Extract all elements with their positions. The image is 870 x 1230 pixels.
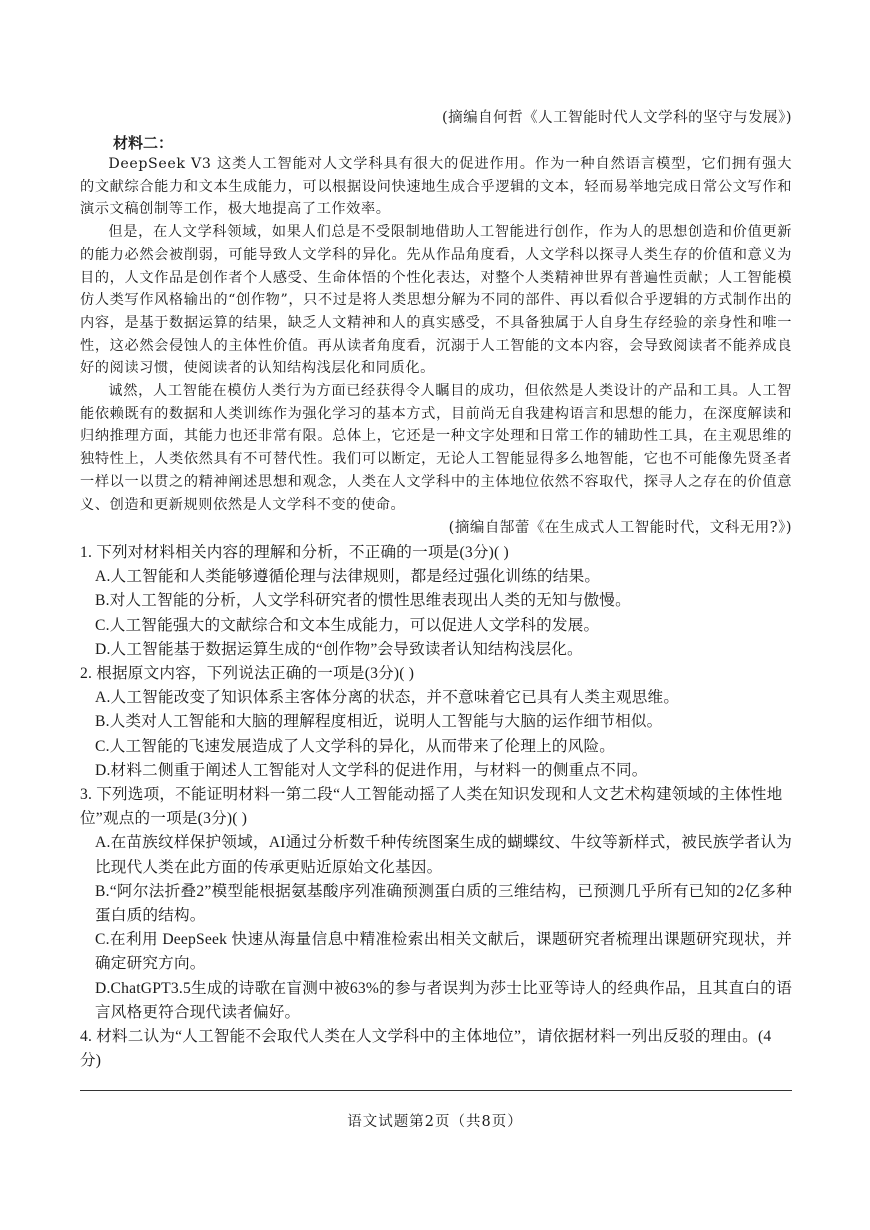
option-b: B.对人工智能的分析，人文学科研究者的惯性思维表现出人类的无知与傲慢。 bbox=[95, 592, 631, 610]
question-4 bbox=[80, 1025, 792, 1073]
option-b: B.人类对人工智能和大脑的理解程度相近，说明人工智能与大脑的运作细节相似。 bbox=[95, 713, 663, 731]
page-footer: 语文试题第2页（共8页） bbox=[347, 1114, 523, 1130]
option-a: A.人工智能和人类能够遵循伦理与法律规则，都是经过强化训练的结果。 bbox=[95, 568, 601, 586]
material-two-body bbox=[80, 153, 792, 516]
question-stem: 4. 材料二认为“人工智能不会取代人类在人文学科中的主体地位”，请依据材料一列出反驳的理由。(4分) bbox=[80, 1028, 772, 1070]
option-b: B.“阿尔法折叠2”模型能根据氨基酸序列准确预测蛋白质的三维结构，已预测几乎所有已知的2亿多种蛋白质的结构。 bbox=[95, 882, 792, 925]
option-c: C.在利用 DeepSeek 快速从海量信息中精准检索出相关文献后，课题研究者梳理出课题研究现状，并确定研究方向。 bbox=[95, 931, 792, 973]
material-paragraph: 诚然，人工智能在模仿人类行为方面已经获得令人瞩目的成功，但依然是人类设计的产品和工具。人工智能依赖既有的数据和人类训练作为强化学习的基本方式，目前尚无自我建构语言和思想的能力，在深度解读和归纳推理方面，其能力也还非常有限。总体上，它还是一种文字处理和日常工作的辅助性工具，在主观思维的独特性上，人类依然具有不可替代性。我们可以断定，无论人工智能显得多么地智能，它也不可能像先贤圣者一样以一以贯之的精神阐述思想和观念，人类在人文学科中的主体地位依然不容取代，探寻人之存在的价值意义、创造和更新规则依然是人文学科不变的使命。 bbox=[80, 383, 792, 513]
option-a: A.在苗族纹样保护领域，AI通过分析数千种传统图案生成的蝴蝶纹、牛纹等新样式，被民族学者认为比现代人类在此方面的传承更贴近原始文化基因。 bbox=[95, 834, 792, 876]
option-d: D.材料二侧重于阐述人工智能对人文学科的促进作用，与材料一的侧重点不同。 bbox=[95, 761, 648, 779]
option-d: D.人工智能基于数据运算生成的“创作物”会导致读者认知结构浅层化。 bbox=[95, 640, 583, 658]
option-c: C.人工智能强大的文献综合和文本生成能力，可以促进人文学科的发展。 bbox=[95, 616, 600, 634]
question-stem: 2. 根据原文内容，下列说法正确的一项是(3分)( ) bbox=[80, 665, 415, 683]
material-two-title: 材料二： bbox=[113, 134, 174, 152]
material-paragraph: DeepSeek V3 这类人工智能对人文学科具有很大的促进作用。作为一种自然语言模型，它们拥有强大的文献综合能力和文本生成能力，可以根据设问快速地生成合乎逻辑的文本，轻而易举地完成日常公文写作和演示文稿创制等工作，极大地提高了工作效率。 bbox=[80, 156, 792, 218]
question-1 bbox=[80, 541, 792, 662]
question-3 bbox=[80, 783, 792, 1025]
question-2 bbox=[80, 662, 792, 783]
question-stem: 1. 下列对材料相关内容的理解和分析，不正确的一项是(3分)( ) bbox=[80, 544, 509, 561]
option-c: C.人工智能的飞速发展造成了人文学科的异化，从而带来了伦理上的风险。 bbox=[95, 737, 616, 755]
question-list bbox=[80, 541, 792, 1073]
footer-divider bbox=[80, 1090, 792, 1091]
material-paragraph: 但是，在人文学科领域，如果人们总是不受限制地借助人工智能进行创作，作为人的思想创造和价值更新的能力必然会被削弱，可能导致人文学科的异化。先从作品角度看，人文学科以探寻人类生存的价值和意义为目的，人文作品是创作者个人感受、生命体悟的个性化表达，对整个人类精神世界有普遍性贡献；人工智能模仿人类写作风格输出的“创作物”，只不过是将人类思想分解为不同的部件、再以看似合乎逻辑的方式制作出的内容，是基于数据运算的结果，缺乏人文精神和人的真实感受，不具备独属于人自身生存经验的亲身性和唯一性，这必然会侵蚀人的主体性价值。再从读者角度看，沉溺于人工智能的文本内容，会导致阅读者不能养成良好的阅读习惯，使阅读者的认知结构浅层化和同质化。 bbox=[80, 224, 792, 377]
question-stem: 3. 下列选项，不能证明材料一第二段“人工智能动摇了人类在知识发现和人文艺术构建领域的主体性地位”观点的一项是(3分)( ) bbox=[80, 786, 783, 828]
citation-material-two: (摘编自郜蕾《在生成式人工智能时代，文科无用?》) bbox=[448, 520, 792, 536]
option-a: A.人工智能改变了知识体系主客体分离的状态，并不意味着它已具有人类主观思维。 bbox=[95, 689, 680, 707]
option-d: D.ChatGPT3.5生成的诗歌在盲测中被63%的参与者误判为莎士比亚等诗人的经典作品，且其直白的语言风格更符合现代读者偏好。 bbox=[95, 979, 792, 1021]
citation-material-one: (摘编自何哲《人工智能时代人文学科的坚守与发展》) bbox=[441, 110, 792, 126]
